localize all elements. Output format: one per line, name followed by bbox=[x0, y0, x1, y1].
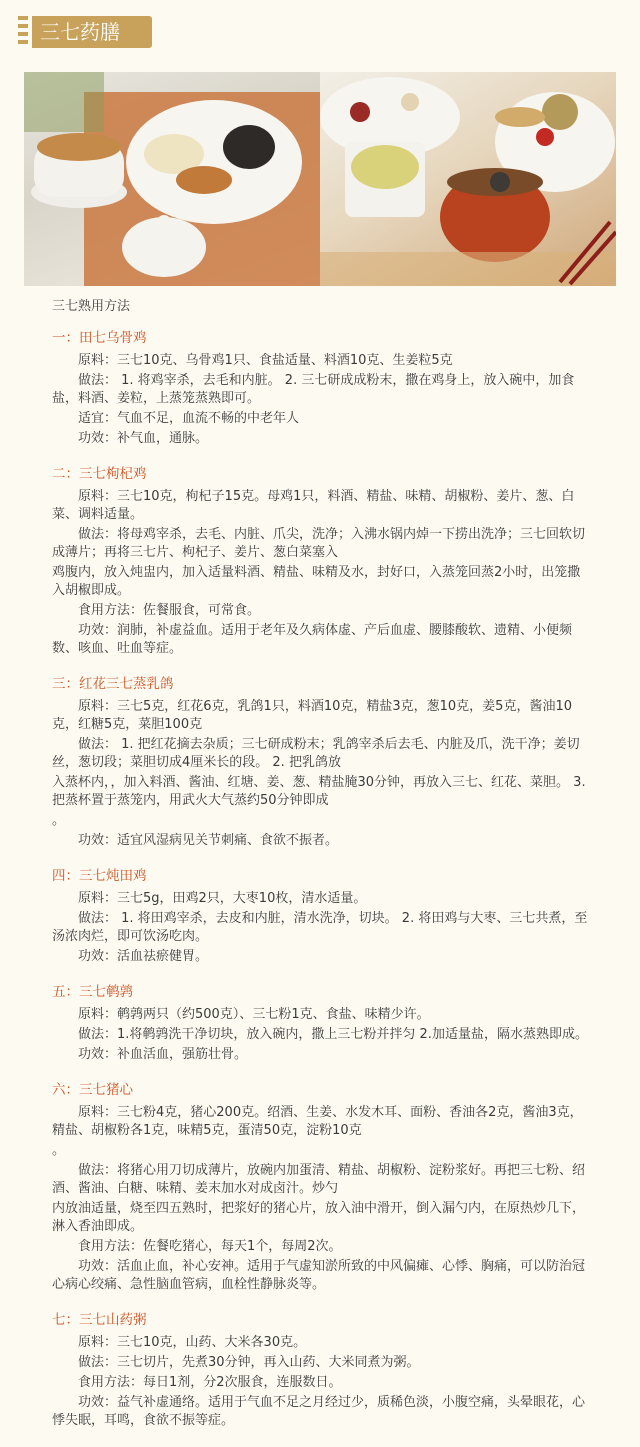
recipe-line: 原料：三七10克、乌骨鸡1只、食盐适量、料酒10克、生姜粒5克 bbox=[78, 353, 453, 368]
recipe-line: 原料：三七5g，田鸡2只，大枣10枚，清水适量。 bbox=[78, 891, 367, 906]
recipe-line: 功效：补气血，通脉。 bbox=[78, 431, 209, 446]
recipe-line: 功效：益气补虚通络。适用于气血不足之月经过少，质稀色淡，小腹空痛，头晕眼花，心悸失眠，耳鸣，食欲不振等症。 bbox=[52, 1395, 586, 1428]
recipe-line: 入蒸杯内，，加入料酒、酱油、红塘、姜、葱、精盐腌30分钟，再放入三七、红花、菜胆。 3. 把蒸杯置于蒸笼内，用武火大气蒸约50分钟即成 bbox=[52, 775, 586, 808]
recipe-line: 原料：三七10克，山药、大米各30克。 bbox=[78, 1335, 307, 1350]
recipe-section bbox=[52, 1080, 592, 1294]
recipe-line: 食用方法：佐餐吃猪心，每天1个，每周2次。 bbox=[78, 1239, 342, 1254]
recipe-line: 做法： 1. 把红花摘去杂质；三七研成粉末；乳鸽宰杀后去毛、内脏及爪，洗干净；姜切丝，葱切段；菜胆切成4厘米长的段。 2. 把乳鸽放 bbox=[52, 737, 580, 770]
page-title: 三七药膳 bbox=[32, 16, 152, 48]
recipe-line: 做法：三七切片，先煮30分钟，再入山药、大米同煮为粥。 bbox=[78, 1355, 420, 1370]
intro-text: 三七熟用方法 bbox=[52, 299, 131, 314]
recipe-title: 七：三七山药粥 bbox=[52, 1312, 147, 1328]
recipe-line: 。 bbox=[52, 813, 66, 828]
recipe-line: 。 bbox=[52, 1143, 66, 1158]
recipe-line: 原料：鹌鹑两只（约500克）、三七粉1克、食盐、味精少许。 bbox=[78, 1007, 430, 1022]
recipe-line: 功效：活血祛瘀健胃。 bbox=[78, 949, 209, 964]
recipe-title: 五：三七鹌鹑 bbox=[52, 984, 133, 1000]
recipe-content bbox=[52, 298, 592, 1446]
recipe-line: 做法：将母鸡宰杀，去毛、内脏、爪尖，洗净；入沸水锅内焯一下捞出洗净；三七回软切成薄片；再将三七片、枸杞子、姜片、葱白菜塞入 bbox=[52, 527, 586, 560]
recipe-line: 功效：适宜风湿病见关节刺痛、食欲不振者。 bbox=[78, 833, 339, 848]
recipe-section bbox=[52, 982, 592, 1064]
recipe-line: 做法： 1. 将鸡宰杀，去毛和内脏。 2. 三七研成成粉末，撒在鸡身上，放入碗中，加食盐，料酒、姜粒，上蒸笼蒸熟即可。 bbox=[52, 373, 575, 406]
recipe-line: 内放油适量，烧至四五熟时，把浆好的猪心片，放入油中滑开，倒入漏勺内，在原热炒几下，淋入香油即成。 bbox=[52, 1201, 586, 1234]
recipe-sections bbox=[52, 328, 592, 1430]
recipe-line: 原料：三七粉4克，猪心200克。绍酒、生姜、水发木耳、面粉、香油各2克，酱油3克，精盐、胡椒粉各1克，味精5克，蛋清50克，淀粉10克 bbox=[52, 1105, 583, 1138]
recipe-line: 做法：将猪心用刀切成薄片，放碗内加蛋清、精盐、胡椒粉、淀粉浆好。再把三七粉、绍酒、酱油、白糖、味精、姜末加水对成卤汁。炒勺 bbox=[52, 1163, 586, 1196]
recipe-section bbox=[52, 464, 592, 658]
recipe-line: 功效：活血止血，补心安神。适用于气虚知淤所致的中风偏瘫、心悸、胸痛，可以防治冠心病心绞痛、急性脑血管病，血栓性静脉炎等。 bbox=[52, 1259, 586, 1292]
recipe-line: 功效：润肺，补虚益血。适用于老年及久病体虚、产后血虚、腰膝酸软、遗精、小便频数、咳血、吐血等症。 bbox=[52, 623, 573, 656]
recipe-line: 功效：补血活血，强筋壮骨。 bbox=[78, 1047, 248, 1062]
recipe-section bbox=[52, 328, 592, 448]
recipe-title: 一：田七乌骨鸡 bbox=[52, 330, 147, 346]
recipe-section bbox=[52, 1310, 592, 1430]
recipe-line: 鸡腹内，放入炖盅内，加入适量料酒、精盐、味精及水，封好口，入蒸笼回蒸2小时，出笼撒入胡椒即成。 bbox=[52, 565, 581, 598]
recipe-section bbox=[52, 866, 592, 966]
recipe-line: 做法：1.将鹌鹑洗干净切块，放入碗内，撒上三七粉并拌匀 2.加适量盐，隔水蒸熟即成。 bbox=[78, 1027, 588, 1042]
recipe-line: 做法： 1. 将田鸡宰杀，去皮和内脏，清水洗净，切块。 2. 将田鸡与大枣、三七共煮，至汤浓肉烂，即可饮汤吃肉。 bbox=[52, 911, 588, 944]
recipe-line: 食用方法：佐餐服食，可常食。 bbox=[78, 603, 261, 618]
recipe-title: 六：三七猪心 bbox=[52, 1082, 133, 1098]
recipe-section bbox=[52, 674, 592, 850]
header-stripe-decoration bbox=[18, 16, 28, 48]
recipe-title: 三：红花三七蒸乳鸽 bbox=[52, 676, 174, 692]
recipe-line: 原料：三七5克，红花6克，乳鸽1只，料酒10克，精盐3克，葱10克，姜5克，酱油10克，红糖5克，菜胆100克 bbox=[52, 699, 572, 732]
herbal-soup-dish-photo bbox=[24, 72, 320, 286]
recipe-title: 二：三七枸杞鸡 bbox=[52, 466, 147, 482]
recipe-line: 原料：三七10克，枸杞子15克。母鸡1只，料酒、精盐、味精、胡椒粉、姜片、葱、白菜、调料适量。 bbox=[52, 489, 575, 522]
herbal-stew-ingredients-photo bbox=[320, 72, 616, 286]
recipe-line: 食用方法：每日1剂，分2次服食，连服数日。 bbox=[78, 1375, 342, 1390]
recipe-title: 四：三七炖田鸡 bbox=[52, 868, 147, 884]
section-header bbox=[18, 16, 152, 48]
photo-strip bbox=[24, 72, 616, 286]
recipe-line: 适宜：气血不足，血流不畅的中老年人 bbox=[78, 411, 300, 426]
